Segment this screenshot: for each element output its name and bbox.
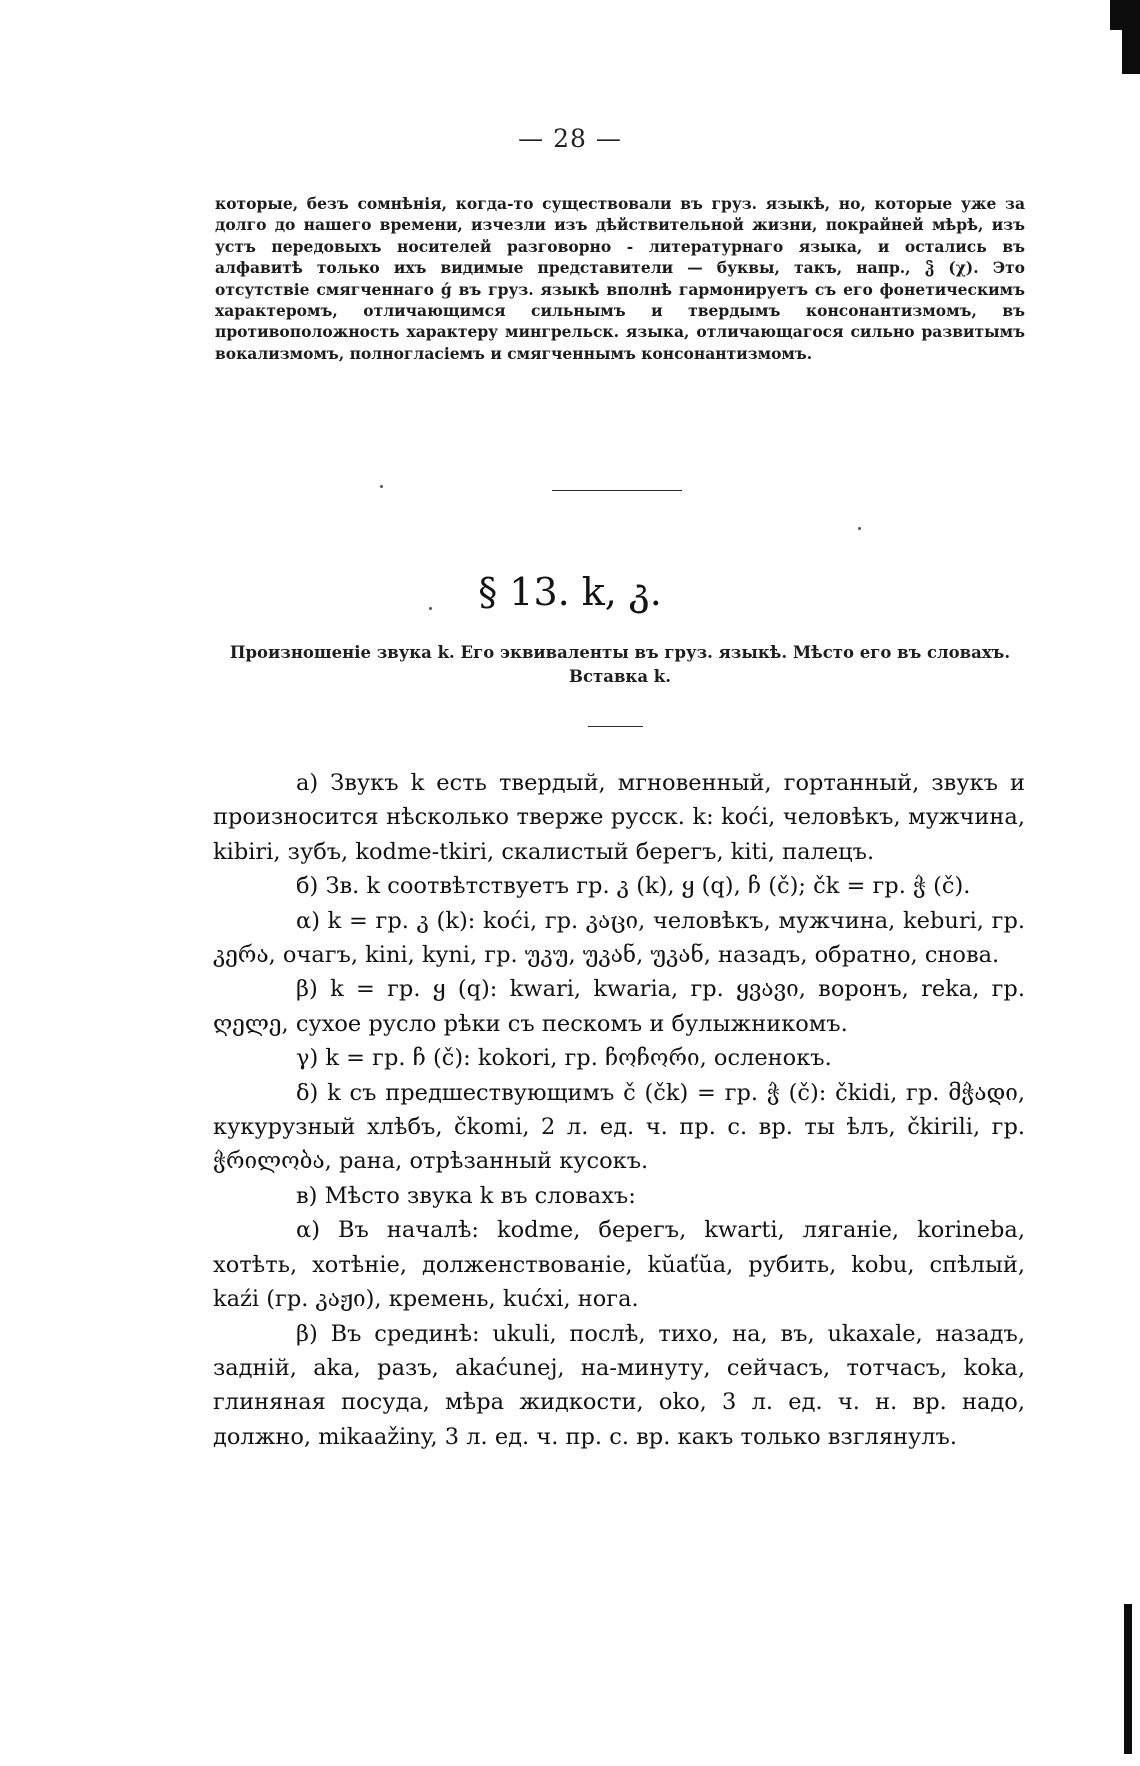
body-text <box>213 766 1025 1454</box>
scan-edge-mark <box>1124 1604 1132 1754</box>
page-number: — 28 — <box>518 124 622 153</box>
body-paragraph: δ) k съ предшествующимъ č (čk) = гр. ჭ (č): čkidi, гр. მჭადი, кукурузный хлѣбъ, čkomi, 2 л. ед. ч. пр. с. вр. ты ѣлъ, čkirili, гр. ჭრილობა, рана, отрѣзанный кусокъ. <box>213 1079 1025 1175</box>
footnote-paragraph: которые, безъ сомнѣнія, когда-то существовали въ груз. языкѣ, но, которые уже за долго до нашего времени, изчезли изъ дѣйствительной жизни, покрайней мѣрѣ, изъ устъ передовыхъ носителей разговорно - литературнаго языка, и остались въ алфавитѣ только ихъ видимые представители — буквы, такъ, напр., ჴ (χ). Это отсутствіе смягченнаго ǵ въ груз. языкѣ вполнѣ гармонируетъ съ его фонетическимъ характеромъ, отличающимся сильнымъ и твердымъ консонантизмомъ, въ противоположность характеру мингрельск. языка, отличающагося сильно развитымъ вокализмомъ, полногласіемъ и смягченнымъ консонантизмомъ. <box>215 194 1025 363</box>
body-paragraph: γ) k = гр. ჩ (č): kokori, гр. ჩოჩორი, осленокъ. <box>296 1045 832 1072</box>
scan-speck <box>380 485 383 488</box>
body-paragraph: α) Въ началѣ: kodme, берегъ, kwarti, ляганіе, korineba, хотѣть, хотѣніе, долженствованіе, kŭaťŭa, рубить, kobu, спѣлый, kaźi (гр. კაჟი), кремень, kućxi, нога. <box>213 1217 1025 1313</box>
subheading-divider <box>588 726 643 727</box>
body-paragraph: а) Звукъ k есть твердый, мгновенный, гортанный, звукъ и произносится нѣсколько тверже русск. k: koći, человѣкъ, мужчина, kibiri, зубъ, kodme-tkiri, скалистый берегъ, kiti, палецъ. <box>213 770 1025 865</box>
body-paragraph: в) Мѣсто звука k въ словахъ: <box>296 1182 636 1209</box>
body-paragraph: α) k = гр. კ (k): koći, гр. კაცი, человѣкъ, мужчина, keburi, гр. კერა, очагъ, kini, kyni, гр. უკუ, უკან, უკან, назадъ, обратно, снова. <box>213 907 1025 969</box>
section-heading: § 13. k, კ. <box>478 570 662 614</box>
body-paragraph: β) Въ срединѣ: ukuli, послѣ, тихо, на, въ, ukaxale, назадъ, задній, aka, разъ, akaćunеj, на-минуту, сейчасъ, тотчасъ, koka, глиняная посуда, мѣра жидкости, oko, 3 л. ед. ч. н. вр. надо, должно, mikaažiny, 3 л. ед. ч. пр. с. вр. какъ только взглянулъ. <box>213 1320 1025 1450</box>
section-divider <box>552 490 682 491</box>
body-paragraph: б) Зв. k соотвѣтствуетъ гр. კ (k), ყ (q), ჩ (č); čk = гр. ჭ (č). <box>296 873 971 900</box>
scan-edge-mark <box>1110 0 1122 30</box>
scan-speck <box>858 527 861 530</box>
scan-edge-mark <box>1122 0 1140 74</box>
body-paragraph: β) k = гр. ყ (q): kwari, kwaria, гр. ყვავი, воронъ, reka, гр. ღელე, сухое русло рѣки съ пескомъ и булыжникомъ. <box>213 976 1025 1037</box>
section-subheading: Произношеніе звука k. Его эквиваленты въ груз. языкѣ. Мѣсто его въ словахъ. Вставка k. <box>229 643 1011 686</box>
